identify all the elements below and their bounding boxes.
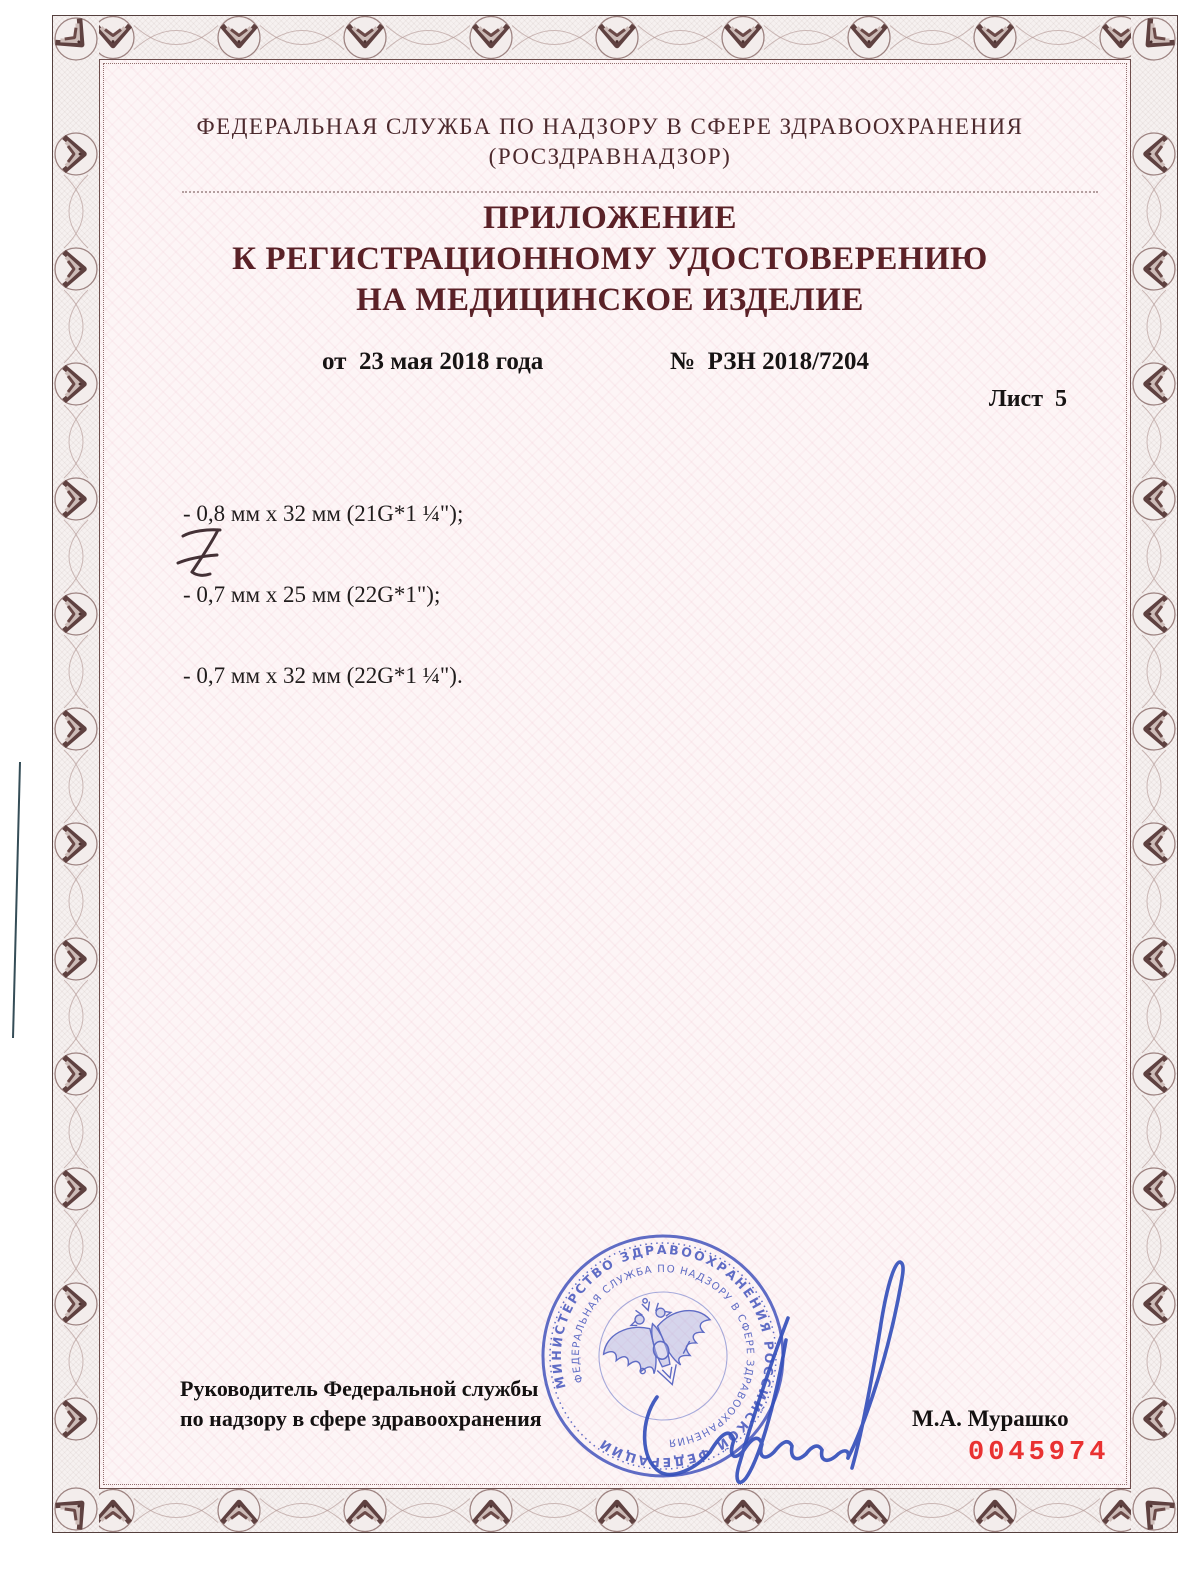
title-line-1: ПРИЛОЖЕНИЕ <box>483 200 737 236</box>
signer-role-line-1: Руководитель Федеральной службы <box>180 1376 539 1401</box>
issue-date: от 23 мая 2018 года <box>322 348 544 375</box>
agency-header <box>135 112 1085 172</box>
serial-number: 0045974 <box>968 1438 1110 1468</box>
agency-name: ФЕДЕРАЛЬНАЯ СЛУЖБА ПО НАДЗОРУ В СФЕРЕ ЗДРАВООХРАНЕНИЯ <box>196 114 1024 139</box>
signature <box>560 1230 940 1500</box>
size-list <box>183 446 463 743</box>
stamp-inner-ring-text: ФЕДЕРАЛЬНАЯ СЛУЖБА ПО НАДЗОРУ В СФЕРЕ ЗДРАВООХРАНЕНИЯ <box>570 1263 756 1448</box>
signer-role <box>180 1374 542 1434</box>
signer-role-line-2: по надзору в сфере здравоохранения <box>180 1406 542 1431</box>
issue-number: № РЗН 2018/7204 <box>670 348 870 375</box>
sheet-number: Лист 5 <box>988 386 1067 412</box>
title-line-3: НА МЕДИЦИНСКОЕ ИЗДЕЛИЕ <box>356 282 864 318</box>
stray-pen-line <box>0 748 40 1058</box>
separator-line <box>182 191 1098 193</box>
list-item: - 0,7 мм х 32 мм (22G*1 ¼"). <box>183 663 463 688</box>
title-line-2: К РЕГИСТРАЦИОННОМУ УДОСТОВЕРЕНИЮ <box>232 241 988 277</box>
document-title <box>130 198 1090 321</box>
agency-short-name: (РОСЗДРАВНАДЗОР) <box>488 144 732 169</box>
stamp-outer-ring-text: МИНИСТЕРСТВО ЗДРАВООХРАНЕНИЯ РОССИЙСКОЙ ФЕДЕРАЦИИ <box>548 1241 778 1471</box>
list-item: - 0,8 мм х 32 мм (21G*1 ¼"); <box>183 501 464 526</box>
list-item: - 0,7 мм х 25 мм (22G*1"); <box>183 582 441 607</box>
handwritten-mark <box>170 518 240 588</box>
signer-name: М.А. Мурашко <box>912 1406 1069 1431</box>
